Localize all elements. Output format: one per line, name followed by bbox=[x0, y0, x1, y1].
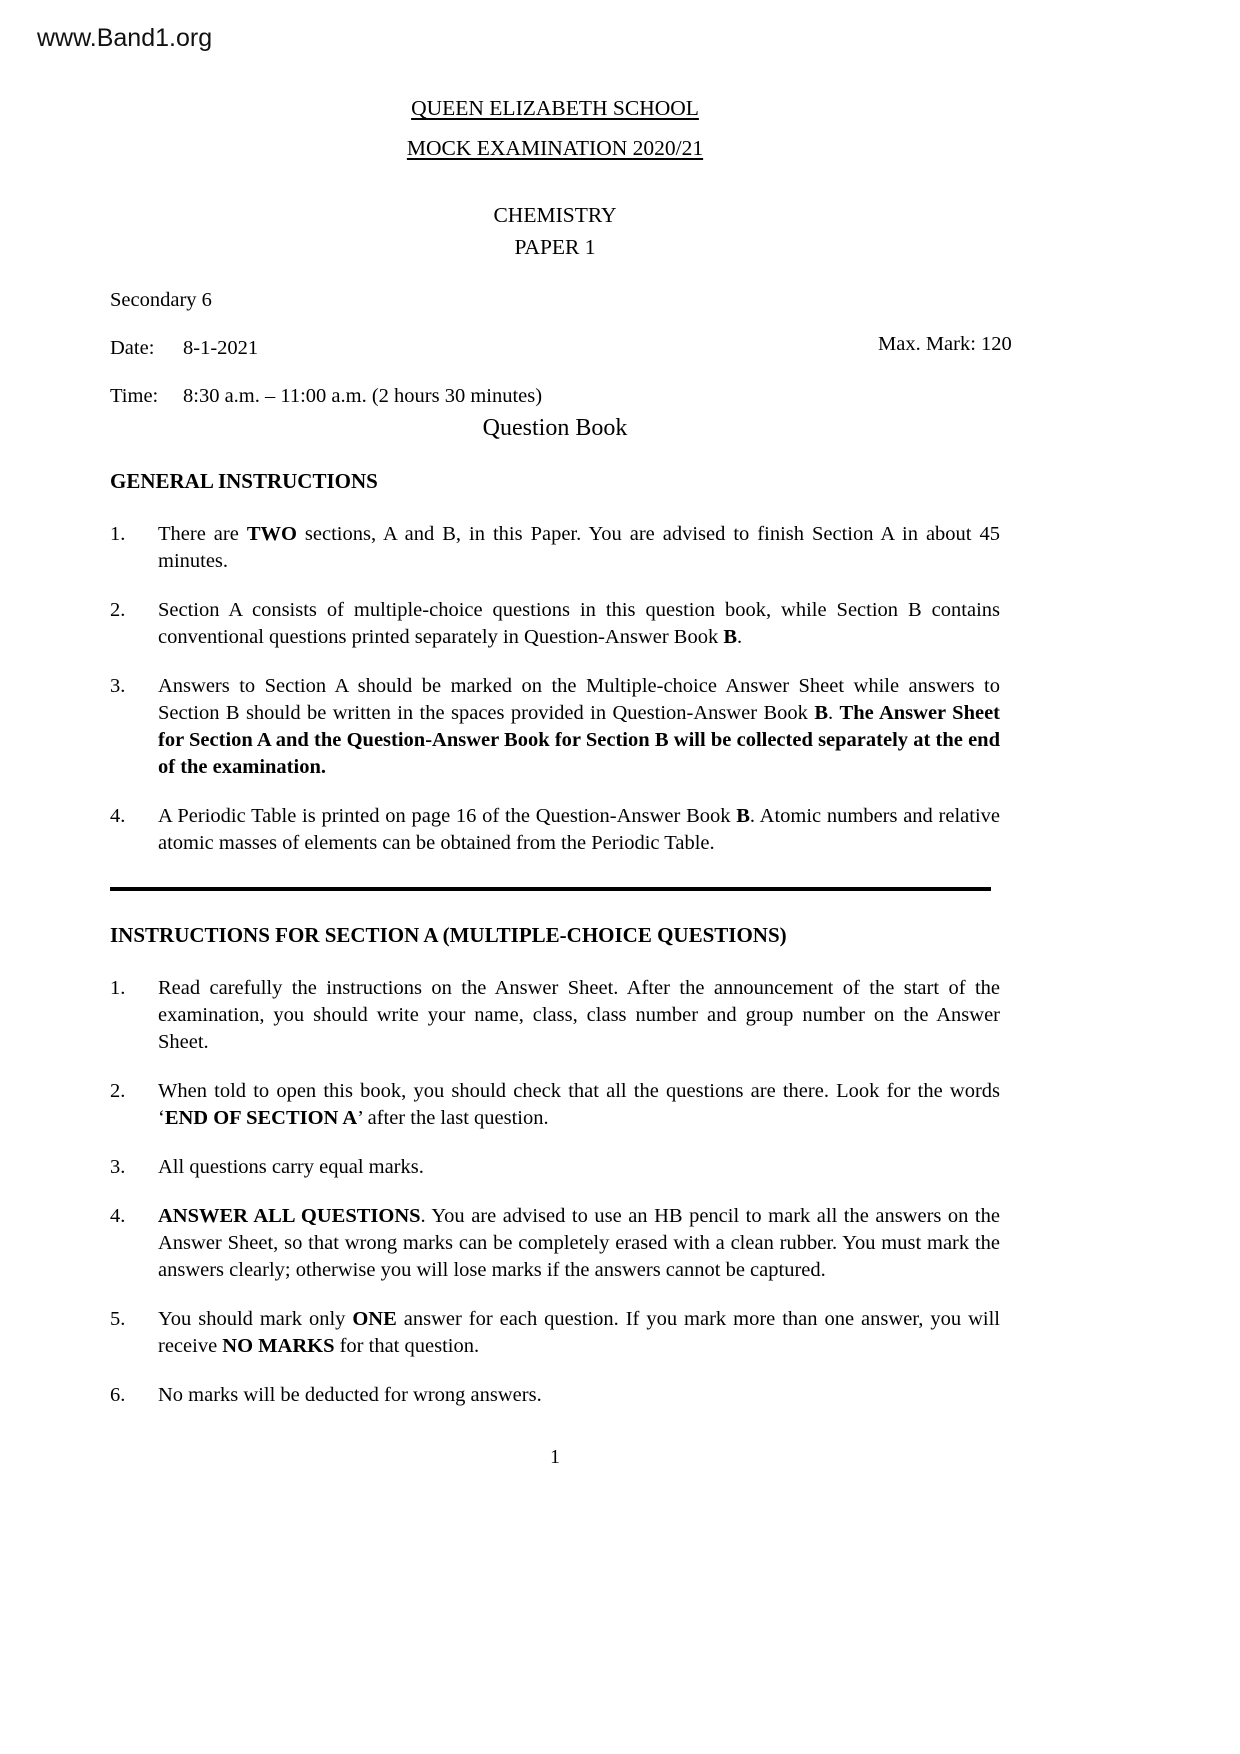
instruction-item bbox=[110, 1306, 1000, 1360]
instruction-item bbox=[110, 1382, 1000, 1409]
instruction-item bbox=[110, 1203, 1000, 1284]
time-row bbox=[110, 385, 1000, 408]
level-label: Secondary 6 bbox=[110, 289, 212, 311]
title-block bbox=[110, 96, 1000, 260]
instruction-item bbox=[110, 803, 1000, 857]
item-number: 4. bbox=[110, 1205, 126, 1227]
page-number: 1 bbox=[550, 1447, 560, 1468]
date-label: Date: bbox=[110, 337, 155, 359]
item-text: You should mark only ONE answer for each question. If you mark more than one answer, you will receive NO MARKS for that question. bbox=[158, 1308, 1000, 1357]
item-text: Read carefully the instructions on the Answer Sheet. After the announcement of the start of the examination, you should write your name, class, class number and group number on the Answer Sheet. bbox=[158, 977, 1000, 1053]
instruction-item bbox=[110, 521, 1000, 575]
item-number: 1. bbox=[110, 523, 126, 545]
section-divider bbox=[110, 887, 991, 891]
item-text: No marks will be deducted for wrong answers. bbox=[158, 1384, 542, 1406]
general-instructions-list bbox=[110, 521, 1000, 857]
instruction-item bbox=[110, 673, 1000, 781]
general-instructions-heading: GENERAL INSTRUCTIONS bbox=[110, 469, 378, 493]
paper-title: PAPER 1 bbox=[514, 235, 596, 259]
site-watermark: www.Band1.org bbox=[37, 24, 213, 52]
item-text: When told to open this book, you should check that all the questions are there. Look for the words ‘END OF SECTION A’ after the last question. bbox=[158, 1080, 1000, 1129]
item-number: 5. bbox=[110, 1308, 126, 1330]
item-number: 3. bbox=[110, 1156, 126, 1178]
section-a-instructions-heading: INSTRUCTIONS FOR SECTION A (MULTIPLE-CHOICE QUESTIONS) bbox=[110, 923, 787, 947]
time-value: 8:30 a.m. – 11:00 a.m. (2 hours 30 minutes) bbox=[183, 385, 543, 407]
item-text: Answers to Section A should be marked on the Multiple-choice Answer Sheet while answers to Section B should be written in the spaces provided in Question-Answer Book B. The Answer Sheet for Section A and the Question-Answer Book for Section B will be collected separately at the end of the examination. bbox=[158, 675, 1001, 778]
date-value: 8-1-2021 bbox=[183, 337, 259, 359]
item-text: Section A consists of multiple-choice questions in this question book, while Section B contains conventional questions printed separately in Question-Answer Book B. bbox=[158, 599, 1000, 648]
exam-meta bbox=[110, 289, 1012, 442]
subject-title: CHEMISTRY bbox=[493, 203, 617, 227]
school-name: QUEEN ELIZABETH SCHOOL bbox=[411, 96, 699, 120]
instruction-item bbox=[110, 597, 1000, 651]
max-mark: Max. Mark: 120 bbox=[878, 333, 1012, 355]
item-number: 1. bbox=[110, 977, 126, 999]
book-title: Question Book bbox=[482, 415, 628, 441]
item-number: 2. bbox=[110, 1080, 126, 1102]
section-a-instructions-list bbox=[110, 975, 1000, 1409]
time-label: Time: bbox=[110, 385, 159, 407]
exam-title: MOCK EXAMINATION 2020/21 bbox=[406, 136, 704, 160]
item-number: 4. bbox=[110, 805, 126, 827]
instruction-item bbox=[110, 975, 1000, 1056]
instruction-item bbox=[110, 1078, 1000, 1132]
item-text: ANSWER ALL QUESTIONS. You are advised to use an HB pencil to mark all the answers on the Answer Sheet, so that wrong marks can be completely erased with a clean rubber. You must mark the answers clearly; otherwise you will lose marks if the answers cannot be captured. bbox=[158, 1205, 1000, 1281]
date-row bbox=[110, 333, 1012, 360]
item-text: There are TWO sections, A and B, in this Paper. You are advised to finish Section A in about 45 minutes. bbox=[158, 523, 1000, 572]
item-number: 2. bbox=[110, 599, 126, 621]
item-number: 6. bbox=[110, 1384, 126, 1406]
item-text: A Periodic Table is printed on page 16 of the Question-Answer Book B. Atomic numbers and relative atomic masses of elements can be obtained from the Periodic Table. bbox=[158, 805, 1000, 854]
instruction-item bbox=[110, 1154, 1000, 1181]
item-text: All questions carry equal marks. bbox=[158, 1156, 424, 1178]
item-number: 3. bbox=[110, 675, 126, 697]
